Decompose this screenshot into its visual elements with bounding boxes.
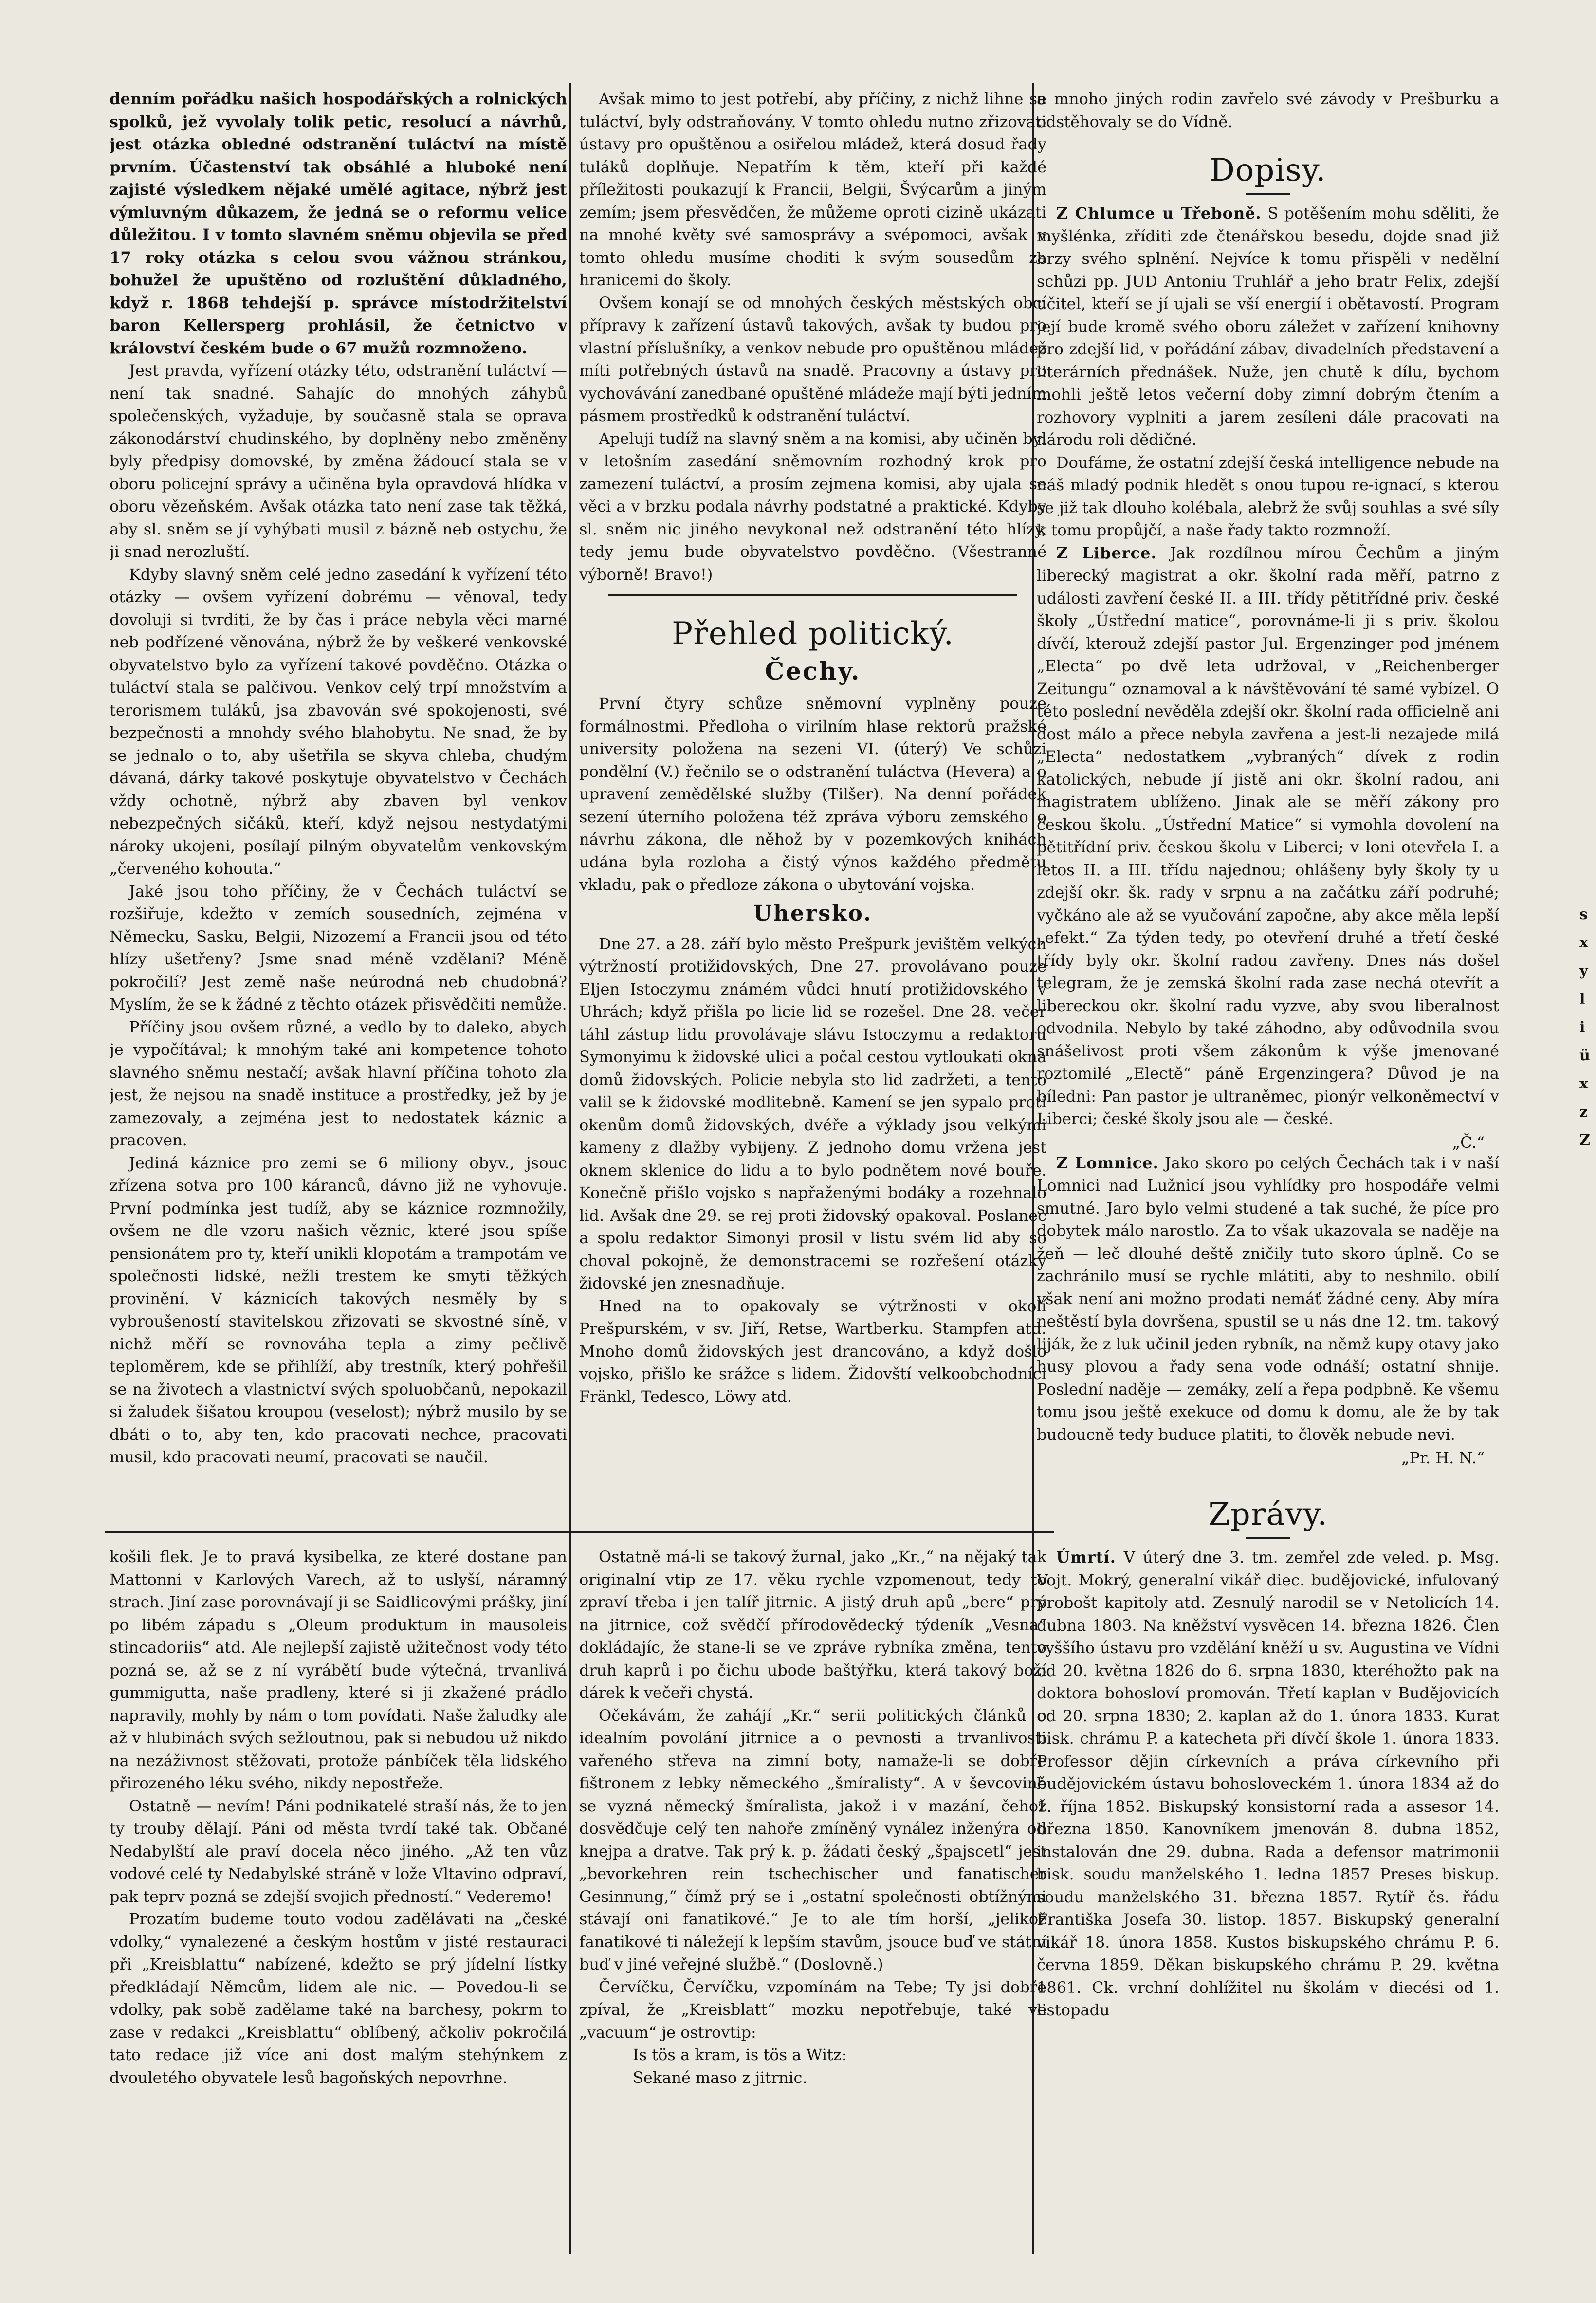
section-rule-left xyxy=(105,1531,1054,1533)
paragraph: Příčiny jsou ovšem různé, a vedlo by to daleko, abych je vypočítával; k mnohým také ani kompetence tohoto slavného sněmu nestačí; avšak hlavní příčina tohoto zla jest, že nejsou na snadě instituce a prostředky, jež by je zamezovaly, a zejména jest to nedostatek káznic a pracoven. xyxy=(110,1017,567,1149)
paragraph: Jest pravda, vyřízení otázky této, odstranění tuláctví — není tak snadné. Sahajíc do mnohých záhybů společenských, vyžaduje, by současně stala se oprava zákonodárství chudinského, by doplněny nebo změněny byly předpisy domovské, by změna žádoucí stala se v oboru policejní správy a učiněna byla opravdová hlídka v oboru vězeňském. Avšak otázka tato není zase tak těžká, aby sl. sněm se jí vyhýbati musil z bázně neb ostychu, že ji snad nerozluští. xyxy=(110,361,567,561)
paragraph: a mnoho jiných rodin zavřelo své závody v Prešburku a odstěhovaly se do Vídně. xyxy=(1037,90,1499,131)
paragraph-text: Jak rozdílnou mírou Čechům a jiným liberecký magistrat a okr. školní rada měří, patrno z události zavření české II. a III. třídy pětitřídné priv. české školy „Ústřední matice“, porovnáme-li ji s priv. školou dívčí, kterouž zdejší pastor Jul. Ergenzinger pod jménem „Electa“ po dvě leta udržoval, v „Reichenberger Zeitungu“ oznamoval a k návštěvování té samé vybízel. O této poslední nevěděla zdejší okr. školní rada officielně ani dost málo a přece nebyla zavřena a jest-li nezajede milá „Electa“ nedostatkem „vybraných“ dívek z rodin katolických, nebude jí jistě ani okr. školní radou, ani magistratem ublíženo. Jinak ale se měří zákony pro českou školu. „Ústřední Matice“ si vymohla dovolení na pětitřídní priv. českou školu v Liberci; v loni otevřela I. a letos II. a III. třídu najednou; ohlášeny byly školy ty u zdejší okr. šk. rady v srpnu a na začátku září podruhé; vyčkáno ale až se vyučování započne, aby akce měla lepší „efekt.“ Za týden tedy, po otevření druhé a třetí české třídy byly okr. školní radou zavřeny. Dnes nás došel telegram, že je zemská školní rada zase nechá otevřít a libereckou okr. školní radu vyzve, aby svou liberalnost odvodnila. Nebylo by také záhodno, aby odůvodnila svou snášelivost proti všem zákonům k výše jmenované roztomilé „Electě“ páně Ergenzingera? Důvod je na bíledni: Pan pastor je ultraněmec, pionýr velkoněmectví v Liberci; české školy jsou ale — české. xyxy=(1037,543,1499,1128)
paragraph: Jediná káznice pro zemi se 6 miliony obyv., jsouc zřízena sotva pro 100 káranců, dávno již ne vyhovuje. První podmínka jest tudíž, aby se káznice rozmnožily, ovšem ne dle vzoru našich věznic, které jsou spíše pensionátem pro ty, kteří unikli klopotám a trampotám ve společnosti lidské, nežli trestem ke smyti těžkých provinění. V káznicích takových nesměly by s vybroušeností stavitelskou zřizovati se skvostné síně, v nichž měří se rovnováha tepla a zimy pečlivě teploměrem, kde se přihlíží, aby trestník, který pohřešil se na životech a vlastnictví svých spoluobčanů, nepokazil si žaludek šišatou kroupou (veselost); nýbrž musilo by se dbáti o to, aby ten, kdo pracovati nechce, pracovati musil, kdo pracovati neumí, pracovati se naučil. xyxy=(110,1153,567,1466)
paragraph: Kdyby slavný sněm celé jedno zasedání k vyřízení této otázky — ovšem vyřízení dobrému — věnoval, tedy dovoluji si tvrditi, že by čas i práce nebyla věci marné neb podřízené věnována, nýbrž že by veškeré venkovské obyvatelstvo bylo za vyřízení takové povděčno. Otázka o tuláctví stala se palčivou. Venkov celý trpí množstvím a terorismem tuláků, jsa zbavován své spokojenosti, své bezpečnosti a mnohdy svého blahobytu. Ne snad, že by se jednalo o to, aby ušetřila se skyva chleba, chudým dávaná, dárky takové poskytuje obyvatelstvo v Čechách vždy ochotně, nýbrž aby zbaven byl venkov nebezpečných sičáků, kteří, když nejsou nestydatými nároky ukojeni, posílají pilným obyvatelům venkovským „červeného kohouta.“ xyxy=(110,565,567,878)
paragraph: Prozatím budeme touto vodou zadělávati na „české vdolky,“ vynalezené a českým hostům v jisté restauraci při „Kreisblattu“ nabízené, kdežto se prý jídelní lístky předkládají Němcům, lidem ale nic. — Povedou-li se vdolky, pak sobě zadělame také na barchesy, pokrm to zase v redakci „Kreisblattu“ oblíbený, ačkoliv pokročilá tato redace již více ani dost malým stehýnkem z dvouletého obyvatele lesů bagoňských nepovrhne. xyxy=(110,1910,567,2087)
verse-line: Is tös a kram, is tös a Witz: xyxy=(633,2045,847,2064)
paragraph: denním pořádku našich hospodářských a rolnických spolků, jež vyvolaly tolik petic, resolucí a návrhů, jest otázka obledné odstranění tuláctví na místě prvním. Účastenství tak obsáhlé a hluboké není zajisté výsledkem nějaké umělé agitace, nýbrž jest výmluvným důkazem, že jedná se o reformu velice důležitou. I v tomto slavném sněmu objevila se před 17 roky otázka s celou svou vážnou stránkou, bohužel že upuštěno od rozluštění důkladného, když r. 1868 tehdejší p. správce místodržitelství baron Kellersperg prohlásil, že četnictvo v království českém bude o 67 mužů rozmnoženo. xyxy=(110,90,567,357)
paragraph: Hned na to opakovaly se výtržnosti v okolí Prešpurském, v sv. Jiří, Retse, Wartberku. Stampfen atd. Mnoho domů židovských jest drancováno, a když došlo vojsko, přišlo ke srážce s lidem. Židovští velkoobchodníci Fränkl, Tedesco, Löwy atd. xyxy=(579,1296,1046,1406)
signature: „Pr. H. N.“ xyxy=(1401,1449,1485,1467)
top-column-1 xyxy=(110,88,567,1499)
paragraph: Očekávám, že zahájí „Kr.“ serii politických článků o idealním povolání jitrnice a o pevnosti a trvanlivosti vařeného střeva na zimní boty, namaže-li se dobře fištronem z lebky německého „šmíralisty“. A v ševcovině se vyzná německý šmíralista, jakož i v mazání, čehož dosvědčuje celý ten nahoře zmíněný vynález inženýra od knejpa a dratve. Tak prý k. p. žádati český „špajscetl“ jest „bevorkehren rein tschechischer und fanatischer Gesinnung,“ čímž prý se i „ostatní společnosti obtížnými stávají oni fanatikové.“ Je to ale tím horší, „jelikož fanatikové ti náležejí k lepším stavům, jsouce buď ve státní buď v jiné veřejné službě.“ (Doslovně.) xyxy=(579,1706,1046,1973)
edge-letter: y xyxy=(1579,962,1588,979)
politics-title: Přehled politický. xyxy=(672,616,954,652)
top-column-3 xyxy=(1037,88,1499,2259)
paragraph: Jaké jsou toho příčiny, že v Čechách tuláctví se rozšiřuje, kdežto v zemích sousedních, zejména v Německu, Sasku, Belgii, Nizozemí a Francii jsou od této hlízy ušetřeny? Jsme snad méně vzdělani? Méně pokročilí? Jest země naše neúrodná neb chudobná? Myslím, že se k žádné z těchto otázek přisvědčiti nemůže. xyxy=(110,882,567,1013)
signature: „Č.“ xyxy=(1452,1133,1485,1152)
paragraph: První čtyry schůze sněmovní vyplněny pouze formálnostmi. Předloha o virilním hlase rektorů pražské university položena na sezeni VI. (úterý) Ve schůzi pondělní (V.) řečnilo se o odstranění tuláctva (Hevera) a o upravení zemědělské služby (Tilšer). Na denní pořádek sezení úterního položena též zpráva výboru zemského o návrhu zákona, dle něhož by v pozemkových knihách udána byla rozloha a čistý výnos každého předmětu vkladu, pak o předloze zákona o ubytování vojska. xyxy=(579,694,1046,894)
separator xyxy=(1246,193,1290,195)
edge-letter: x xyxy=(1579,934,1588,951)
zpravy-title: Zprávy. xyxy=(1208,1496,1328,1532)
paragraph-text: V úterý dne 3. tm. zemřel zde veled. p. Msg. Vojt. Mokrý, generalní vikář diec. budějovické, infulovaný probošt kapitoly atd. Zesnulý narodil se v Netolicích 14. dubna 1803. Na kněžství vysvěcen 14. března 1826. Člen vyššího ústavu pro vzdělání kněží u sv. Augustina ve Vídni od 20. května 1826 do 6. srpna 1830, kteréhožto pak na doktora bohosloví promován. Třetí kaplan v Budějovicích od 20. srpna 1830; 2. kaplan až do 1. února 1833. Kurat bisk. chrámu P. a katecheta při dívčí škole 1. února 1833. Professor dějin církevních a práva církevního při budějovickém ústavu bohosloveckém 1. února 1834 až do 1. října 1852. Biskupský konsistorní rada a assesor 14. března 1850. Kanovníkem jmenován 8. dubna 1852, instalován dne 29. dubna. Rada a defensor matrimonii bisk. soudu manželského 1. ledna 1857 Preses biskup. soudu manželského 31. března 1857. Rytíř čs. řádu Františka Josefa 30. listop. 1857. Biskupský generalní vikář 18. února 1858. Kustos biskupského chrámu P. 6. června 1859. Děkan biskupského chrámu P. 29. května 1861. Ck. vrchní dohlížitel nu školám v diecési od 1. listopadu xyxy=(1037,1548,1499,2019)
paragraph: Ostatně má-li se takový žurnal, jako „Kr.,“ na nějaký tak originalní vtip ze 17. věku rychle vzpomenout, tedy to zpraví třeba i jen talíř jitrnic. A jistý druh apů „bere“ prý na jitrnice, což svědčí přírodovědecký týdeník „Vesna“ dokládajíc, že stane-li se ve zpráve rybníka změna, tento druh kaprů i po čichu ubode baštýřku, která takový boží dárek k večeři chystá. xyxy=(579,1548,1046,1702)
paragraph-text: S potěšením mohu sděliti, že myšlénka, zříditi zde čtenářskou besedu, dojde snad již brzy svého splnění. Nejvíce k tomu přispěli v nedělní schůzi pp. JUD Antoniu Truhlář a jeho bratr Felix, zdejší učitel, kteří se jí ujali se vší energií i obětavostí. Program její bude kromě svého oboru záležet v zařízení knihovny pro zdejší lid, v pořádání zábav, divadelních představení a literárních přednášek. Nuže, jen chutě k dílu, bychom mohli ještě letos večerní doby zimní dobrým čtením a rozhovory vyplniti a jarem zesíleni dále pracovati na národu roli dědičné. xyxy=(1037,204,1499,449)
paragraph: Avšak mimo to jest potřebí, aby příčiny, z nichž lihne se tuláctví, byly odstraňovány. V tomto ohledu nutno zřizovati ústavy pro opuštěnou a osiřelou mládež, která dosud řady tuláků doplňuje. Nepatřím k těm, kteří při každé příležitosti poukazují k Francii, Belgii, Švýcarům a jiným zemím; jsem přesvědčen, že můžeme oproti cizině ukázati na mnohé květy své samosprávy a svépomoci, avšak v tomto ohledu musíme choditi k svým sousedům za hranicemi do školy. xyxy=(579,90,1046,289)
edge-letter: ü xyxy=(1579,1047,1590,1064)
verse-line: Sekané maso z jitrnic. xyxy=(633,2068,807,2087)
paragraph: Červíčku, Červíčku, vzpomínám na Tebe; Ty jsi dobře zpíval, že „Kreisblatt“ mozku nepotřebuje, také ve „vacuum“ je ostrovtip: xyxy=(579,1977,1046,2042)
edge-letter: i xyxy=(1579,1019,1585,1036)
edge-letter: z xyxy=(1579,1104,1588,1121)
edge-letters xyxy=(1579,901,1594,1155)
paragraph: Apeluji tudíž na slavný sněm a na komisi, aby učiněn byl v letošním zasedání sněmovním rozhodný krok pro zamezení tuláctví, a prosím zejmena komisi, aby ujala se věci a v brzku podala návrhy podstatné a praktické. Kdyby sl. sněm nic jiného nevykonal než odstranění této hlízy, tedy jemu bude obyvatelstvo povděčno. (Všestranné výborně! Bravo!) xyxy=(579,429,1046,584)
paragraph: Doufáme, že ostatní zdejší česká intelligence nebude na náš mladý podnik hledět s onou tupou re-ignací, s kterou se již tak dlouho kolébala, alebrž že svůj souhlas a své síly k tomu propůjčí, a naše řady takto rozmnoží. xyxy=(1037,453,1499,539)
place-heading: Z Lomnice. xyxy=(1056,1153,1159,1172)
separator xyxy=(1246,1537,1290,1539)
edge-letter: s xyxy=(1579,906,1588,923)
paragraph: Dne 27. a 28. září bylo město Prešpurk jevištěm velkých výtržností protižidovských, Dne 27. provolávano pouze Eljen Istoczymu známém vůdci hnutí protižidovského v Uhrách; když přišla po licie lid se rozešel. Dne 28. večer táhl zástup lidu provolávaje slávu Istoczymu a redaktoru Symonyimu k židovské ulici a počal cestou vytloukati okna domů židovských. Policie nebyla sto lid zadržeti, a tento valil se k židovské modlitebně. Kamení se jen sypalo proti okenům domů židovských, dvéře a výklady jsou velkými kameny z dlažby vybijeny. Z jednoho domu vržena jest oknem sklenice do lidu a to bylo podnětem nové bouře. Konečně přišlo vojsko s napřaženými bodáky a rozehnalo lid. Avšak dne 29. se rej proti židovský opakoval. Poslanec a spolu redaktor Simonyi prosil v listu svém lid aby so choval pokojně, že demonstracemi se rozřešení otázky židovské jen znesnadňuje. xyxy=(579,934,1046,1292)
top-column-2 xyxy=(579,88,1046,1499)
dopisy-title: Dopisy. xyxy=(1210,152,1326,188)
separator xyxy=(608,594,1017,596)
paragraph: košili flek. Je to pravá kysibelka, ze které dostane pan Mattonni v Karlových Varech, až to uslyší, náramný strach. Jiní zase porovnávají ji se Saidlicovými prášky, jiní po libém západu s „Oleum produktum in mausoleis stincadoriis“ atd. Ale nejlepší zajistě užitečnost vody této pozná se, až se z ní vyrábětí bude výtečná, trvanlivá gummigutta, naše pradleny, které si ji zkažené prádlo napravily, mohly by nám o tom povídati. Naše žaludky ale až v hlubinách svých sežloutnou, pak si nebudou už nikdo na nezáživnost stěžovati, protože pánbíček těla lidského přirozeného léku svého, nikdy nepostřeže. xyxy=(110,1548,567,1792)
bottom-column-1 xyxy=(110,1546,567,2251)
edge-letter: x xyxy=(1579,1075,1588,1092)
edge-letter: l xyxy=(1579,991,1585,1008)
paragraph-text: Jako skoro po celých Čechách tak i v naší Lomnici nad Lužnicí jsou vyhlídky pro hospodáře velmi smutné. Jaro bylo velmi studené a tak suché, že píce pro dobytek málo narostlo. Za to však ukazovala se naděje na žeň — leč dlouhé deště zničily tuto skoro úplně. Co se zachránilo musí se rychle mlátiti, aby to neshnilo. obilí však není ani možno prodati nemáť žádné ceny. Aby míra neštěstí byla dovršena, spustil se u nás dne 12. tm. takový liják, že z luk učinil jeden rybník, na němž kupy otavy jako husy plovou a řady sena vode odnáší; ostatní shnije. Poslední naděje — zemáky, zelí a řepa podpbně. Ke všemu tomu jsou ještě exekuce od domu k domu, ale že by tak budoucně tedy buduce platiti, to člověk nebude nevi. xyxy=(1037,1153,1499,1444)
bottom-column-2 xyxy=(579,1546,1046,2251)
cechy-heading: Čechy. xyxy=(765,657,861,685)
paragraph: Ovšem konají se od mnohých českých městských obcí přípravy k zařízení ústavů takových, avšak ty budou pro vlastní příslušníky, a venkov nebude pro opuštěnou mládež míti potřebných ústavů na snadě. Pracovny a ústavy pro vychovávání zanedbané opuštěné mládeže mají býti jedním pásmem prostředků k odstranění tuláctví. xyxy=(579,293,1046,425)
edge-letter: Z xyxy=(1579,1132,1590,1149)
umrti-lead: Úmrtí. xyxy=(1056,1548,1116,1566)
place-heading: Z Liberce. xyxy=(1056,543,1157,562)
uhersko-heading: Uhersko. xyxy=(753,901,873,926)
paragraph: Ostatně — nevím! Páni podnikatelé straší nás, že to jen ty trouby dělají. Páni od města tvrdí také tak. Občané Nedabylští ale praví docela něco jiného. „Až ten vůz vodové celé ty Nedabylské stráně v lože Vltavino odpraví, pak teprv pozná se zdejší svojich předností.“ Vederemo! xyxy=(110,1796,567,1906)
column-rule-1 xyxy=(569,83,571,2254)
place-heading: Z Chlumce u Třeboně. xyxy=(1056,204,1262,222)
